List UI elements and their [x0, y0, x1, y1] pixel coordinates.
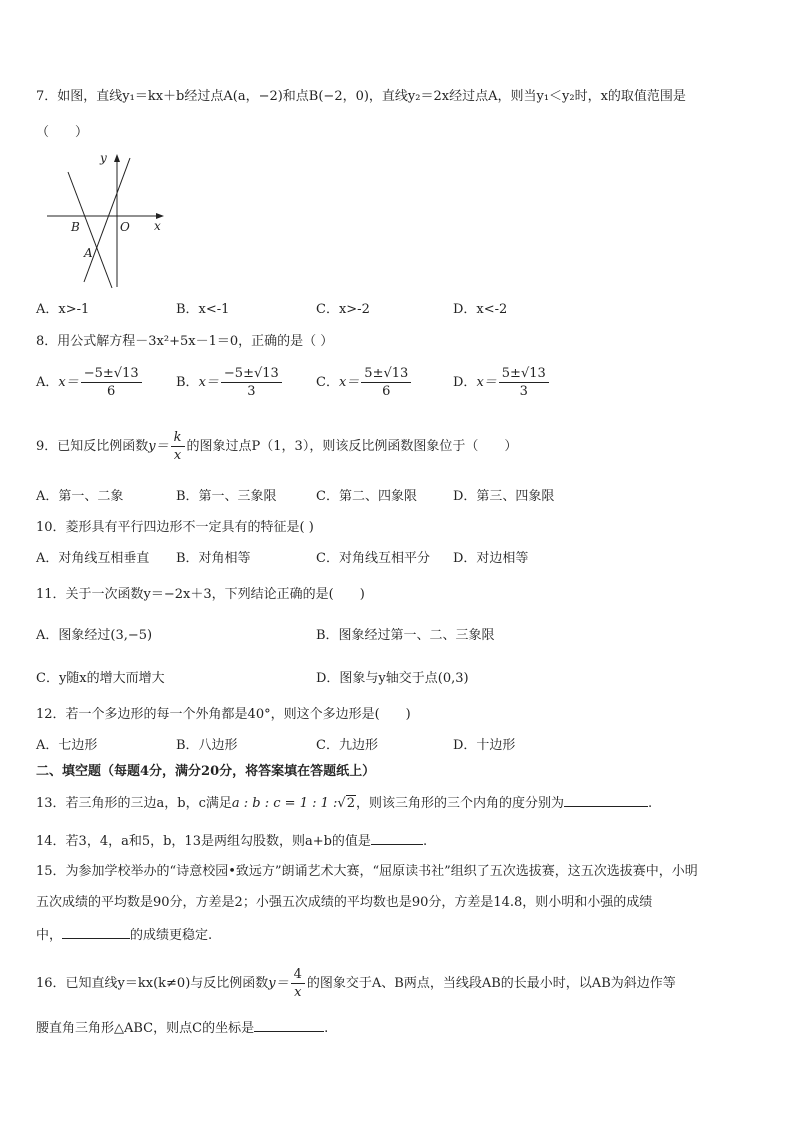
q10-option-d: D．对边相等 — [453, 551, 529, 566]
q9-stem: 9．已知反比例函数y＝ $\frac{k}{x}$ 的图象过点P（1，3），则该反比例函数图象位于（ ） — [36, 430, 518, 463]
q7-option-a: A．x>-1 — [36, 302, 90, 317]
y-axis-label: y — [100, 152, 107, 165]
q7-answer-paren: （ ） — [36, 125, 89, 140]
q11-option-c: C．y随x的增大而增大 — [36, 671, 165, 686]
q9-option-b: B．第一、三象限 — [176, 489, 277, 504]
q12-stem: 12．若一个多边形的每一个外角都是40°，则这个多边形是( ) — [36, 707, 411, 722]
q9-option-c: C．第二、四象限 — [316, 489, 417, 504]
q12-option-c: C．九边形 — [316, 738, 378, 753]
origin-label: O — [120, 220, 130, 234]
q9-option-d: D．第三、四象限 — [453, 489, 555, 504]
y-axis-arrow — [114, 154, 120, 162]
q12-option-b: B．八边形 — [176, 738, 238, 753]
q16-line-2: 腰直角三角形△ABC，则点C的坐标是 . — [36, 1021, 329, 1036]
section-heading: 二、填空题（每题4分，满分20分，将答案填在答题纸上） — [36, 764, 376, 779]
q14-answer-blank — [371, 832, 423, 845]
point-b-label: B — [71, 220, 80, 234]
point-a-label: A — [84, 246, 93, 260]
q8-option-c: C．x＝ $\frac{5\pm√13}{6}$ — [316, 366, 413, 399]
q7-option-d: D．x<-2 — [453, 302, 508, 317]
q7-stem: 7．如图，直线y₁＝kx＋b经过点A(a，−2)和点B(−2，0)，直线y₂＝2x经过点A，则当y₁＜y₂时，x的取值范围是 — [36, 89, 686, 104]
q15-line-3: 中， 的成绩更稳定. — [36, 928, 213, 943]
q11-option-d: D．图象与y轴交于点(0,3) — [316, 671, 469, 686]
q13-answer-blank — [564, 794, 648, 807]
q16-answer-blank — [254, 1019, 324, 1032]
q10-option-b: B．对角相等 — [176, 551, 251, 566]
q11-option-b: B．图象经过第一、二、三象限 — [316, 628, 495, 643]
q11-stem: 11．关于一次函数y＝−2x＋3，下列结论正确的是( ) — [36, 587, 365, 602]
q15-line-2: 五次成绩的平均数是90分，方差是2；小强五次成绩的平均数也是90分，方差是14.8，则小明和小强的成绩 — [36, 895, 653, 910]
q8-option-d: D．x＝ $\frac{5\pm√13}{3}$ — [453, 366, 551, 399]
q10-option-a: A．对角线互相垂直 — [36, 551, 150, 566]
q7-option-b: B．x<-1 — [176, 302, 230, 317]
q7-option-c: C．x>-2 — [316, 302, 370, 317]
x-axis-label: x — [154, 219, 161, 233]
q8-stem: 8．用公式解方程－3x²+5x－1＝0，正确的是（ ） — [36, 334, 334, 349]
q9-option-a: A．第一、二象 — [36, 489, 124, 504]
q8-option-a: A．x＝ $\frac{-5\pm√13}{6}$ — [36, 366, 144, 399]
q11-option-a: A．图象经过(3,−5) — [36, 628, 153, 643]
q14-stem: 14．若3，4，a和5，b，13是两组勾股数，则a+b的值是 . — [36, 834, 428, 849]
q15-answer-blank — [62, 926, 130, 939]
q15-line-1: 15．为参加学校举办的“诗意校园•致远方”朗诵艺术大赛，“屈原读书社”组织了五次选拔赛，这五次选拔赛中，小明 — [36, 864, 698, 879]
q12-option-d: D．十边形 — [453, 738, 516, 753]
q10-option-c: C．对角线互相平分 — [316, 551, 430, 566]
q12-option-a: A．七边形 — [36, 738, 98, 753]
q16-stem: 16．已知直线y＝kx(k≠0)与反比例函数y＝ $\frac{4}{x}$ 的图象交于A、B两点，当线段AB的长最小时，以AB为斜边作等 — [36, 967, 676, 1000]
q8-option-b: B．x＝ $\frac{-5\pm√13}{3}$ — [176, 366, 284, 399]
q13-stem: 13．若三角形的三边a，b，c满足a : b : c = 1 : 1 :√2，则该三角形的三个内角的度分别为 . — [36, 796, 653, 811]
q7-figure — [44, 152, 174, 292]
q10-stem: 10．菱形具有平行四边形不一定具有的特征是( ) — [36, 520, 314, 535]
